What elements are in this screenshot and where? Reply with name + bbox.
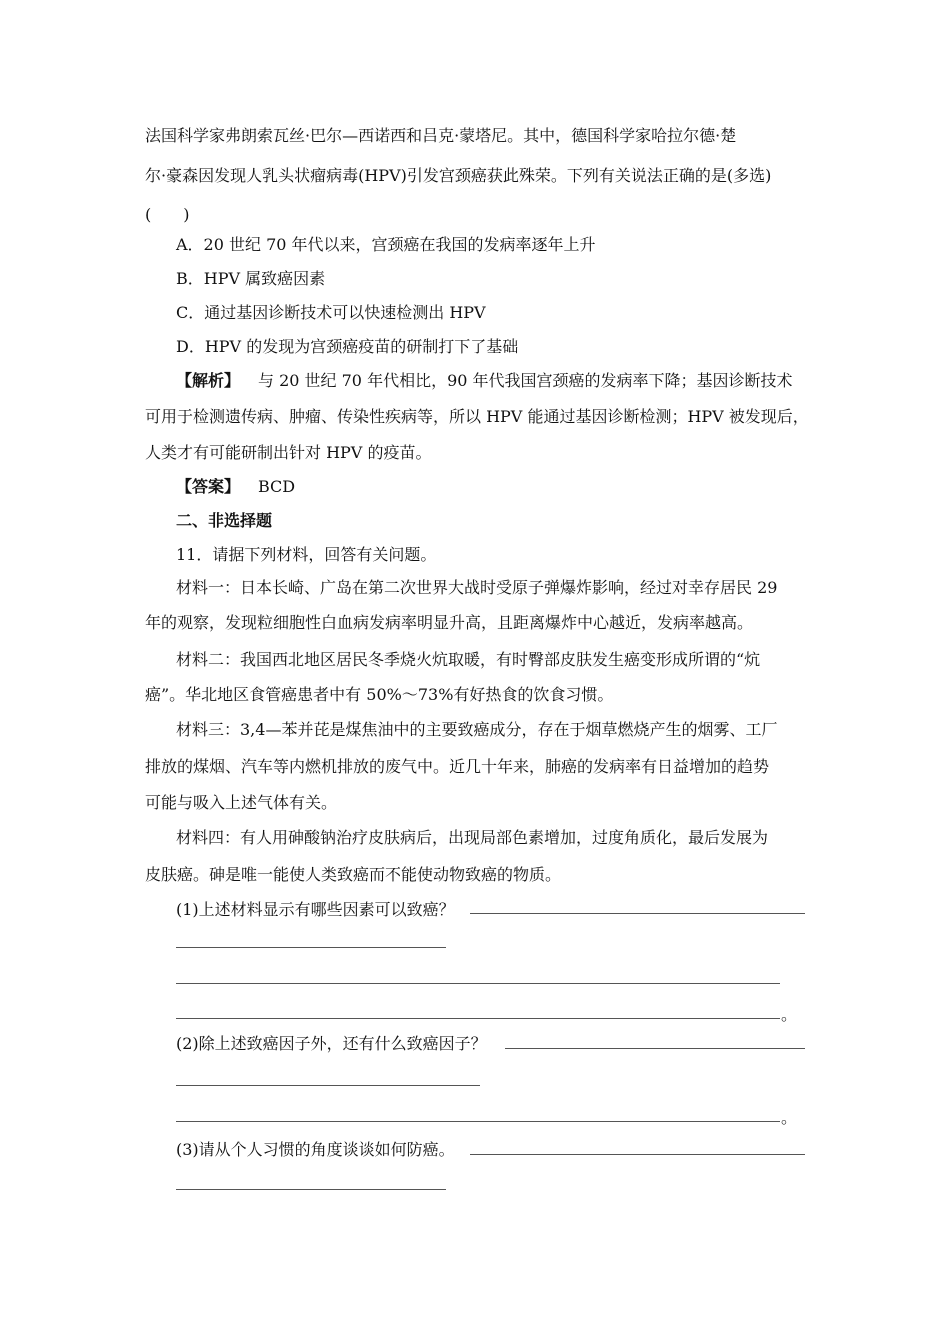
- answer-blank-2a[interactable]: [505, 1048, 805, 1049]
- answer-blank-1a[interactable]: [470, 913, 805, 914]
- analysis-label: 【解析】: [176, 371, 241, 390]
- intro-line-2: 尔·豪森因发现人乳头状瘤病毒(HPV)引发宫颈癌获此殊荣。下列有关说法正确的是(多选): [145, 166, 772, 185]
- answer-blank-3a[interactable]: [470, 1154, 805, 1155]
- answer-blank-1d[interactable]: [176, 1018, 780, 1019]
- material-4-line-1: 材料四：有人用砷酸钠治疗皮肤病后，出现局部色素增加，过度角质化，最后发展为: [176, 828, 769, 847]
- sub-question-2: (2)除上述致癌因子外，还有什么致癌因子？: [176, 1034, 487, 1053]
- answer-blank-2c[interactable]: [176, 1121, 780, 1122]
- analysis-line-3: 人类才有可能研制出针对 HPV 的疫苗。: [145, 443, 432, 462]
- analysis-line-2: 可用于检测遗传病、肿瘤、传染性疾病等，所以 HPV 能通过基因诊断检测；HPV 被发现后，: [145, 407, 809, 426]
- intro-line-3: ( ): [145, 205, 190, 224]
- material-2-line-2: 癌”。华北地区食管癌患者中有 50%～73%有好热食的饮食习惯。: [145, 685, 614, 704]
- answer-label: 【答案】: [176, 477, 241, 496]
- material-3-line-1: 材料三：3,4—苯并芘是煤焦油中的主要致癌成分，存在于烟草燃烧产生的烟雾、工厂: [176, 720, 778, 739]
- period-2: 。: [781, 1108, 798, 1127]
- answer-blank-3b[interactable]: [176, 1189, 446, 1190]
- period-1: 。: [781, 1005, 798, 1024]
- material-1-line-2: 年的观察，发现粒细胞性白血病发病率明显升高，且距离爆炸中心越近，发病率越高。: [145, 613, 754, 632]
- answer-blank-1b[interactable]: [176, 947, 446, 948]
- analysis-line-1: 与 20 世纪 70 年代相比，90 年代我国宫颈癌的发病率下降；基因诊断技术: [258, 371, 793, 390]
- sub-question-3: (3)请从个人习惯的角度谈谈如何防癌。: [176, 1140, 455, 1159]
- intro-line-1: 法国科学家弗朗索瓦丝·巴尔—西诺西和吕克·蒙塔尼。其中，德国科学家哈拉尔德·楚: [145, 126, 737, 145]
- question-stem: 11．请据下列材料，回答有关问题。: [176, 545, 437, 564]
- option-c: C．通过基因诊断技术可以快速检测出 HPV: [176, 303, 486, 322]
- section-title: 二、非选择题: [176, 511, 273, 530]
- material-3-line-3: 可能与吸入上述气体有关。: [145, 793, 338, 812]
- material-3-line-2: 排放的煤烟、汽车等内燃机排放的废气中。近几十年来，肺癌的发病率有日益增加的趋势: [145, 757, 770, 776]
- option-b: B．HPV 属致癌因素: [176, 269, 326, 288]
- option-a: A．20 世纪 70 年代以来，宫颈癌在我国的发病率逐年上升: [176, 235, 596, 254]
- answer-blank-2b[interactable]: [176, 1085, 480, 1086]
- material-4-line-2: 皮肤癌。砷是唯一能使人类致癌而不能使动物致癌的物质。: [145, 865, 562, 884]
- material-2-line-1: 材料二：我国西北地区居民冬季烧火炕取暖，有时臀部皮肤发生癌变形成所谓的“炕: [176, 650, 761, 669]
- material-1-line-1: 材料一：日本长崎、广岛在第二次世界大战时受原子弹爆炸影响，经过对幸存居民 29: [176, 578, 778, 597]
- sub-question-1: (1)上述材料显示有哪些因素可以致癌？: [176, 900, 455, 919]
- answer-value: BCD: [258, 477, 296, 496]
- option-d: D．HPV 的发现为宫颈癌疫苗的研制打下了基础: [176, 337, 519, 356]
- answer-blank-1c[interactable]: [176, 983, 780, 984]
